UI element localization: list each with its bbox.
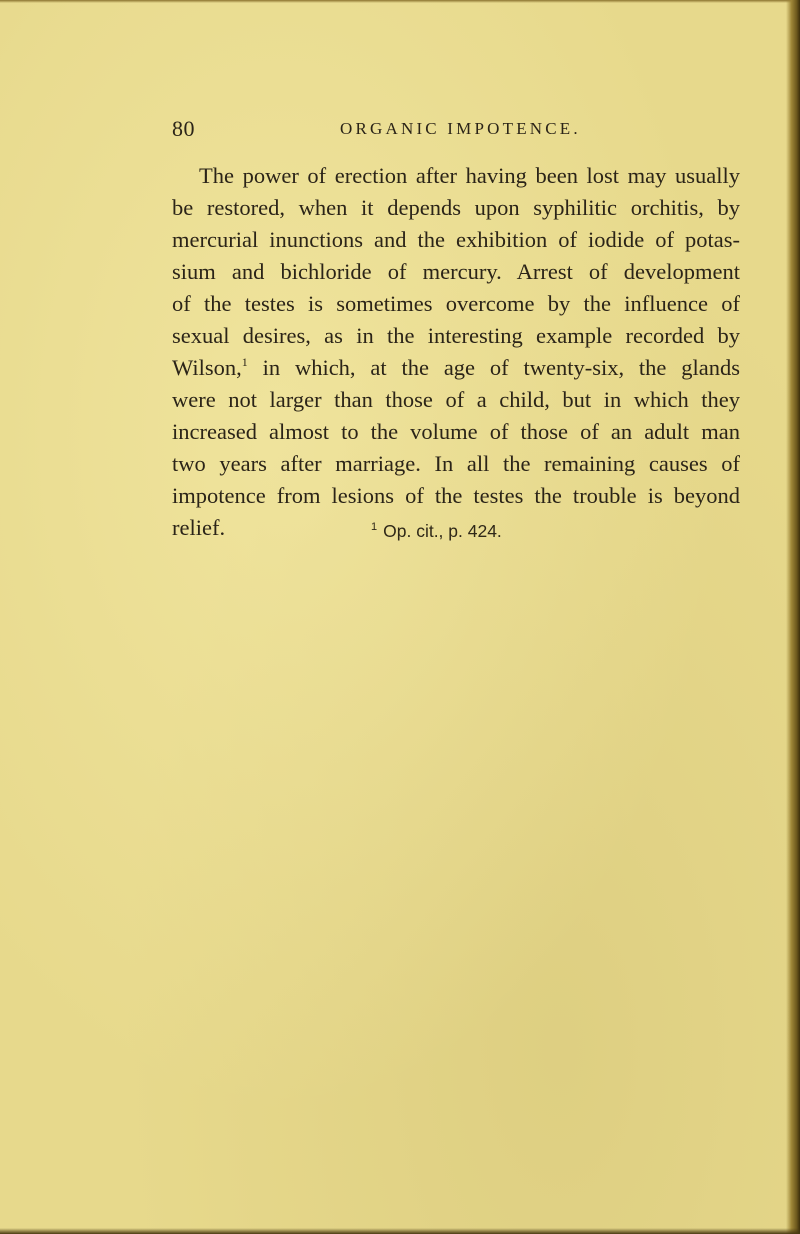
page-top-edge xyxy=(0,0,800,3)
footnote xyxy=(371,521,502,542)
body-paragraph xyxy=(172,160,740,544)
text-line: of the testes is sometimes overcome by the influence of xyxy=(172,291,740,316)
page-right-edge xyxy=(786,0,800,1234)
footnote-reference: 1 xyxy=(241,355,248,369)
page-bottom-edge xyxy=(0,1228,800,1234)
text-line: sium and bichloride of mercury. Arrest of development xyxy=(172,259,740,284)
text-line: mercurial inunctions and the exhibition of iodide of potas- xyxy=(172,227,740,252)
text-line: sexual desires, as in the interesting example recorded by xyxy=(172,323,740,348)
running-title: ORGANIC IMPOTENCE. xyxy=(340,119,581,138)
page-number: 80 xyxy=(172,116,195,141)
text-line: were not larger than those of a child, but in which they xyxy=(172,387,740,412)
text-line xyxy=(172,352,740,384)
footnote-text: Op. cit., p. 424. xyxy=(383,521,502,541)
footnote-marker: 1 xyxy=(371,521,378,533)
citation-name: Wilson, xyxy=(172,355,242,380)
text-line: The power of erection after having been lost may usually xyxy=(199,163,740,188)
text-line: relief. xyxy=(172,515,226,540)
text-line-rest: in which, at the age of twenty-six, the glands xyxy=(262,355,741,380)
text-line: increased almost to the volume of those of an adult man xyxy=(172,419,740,444)
text-line: be restored, when it depends upon syphilitic orchitis, by xyxy=(172,195,740,220)
text-line: two years after marriage. In all the remaining causes of xyxy=(172,451,740,476)
text-line: impotence from lesions of the testes the trouble is beyond xyxy=(172,483,740,508)
running-head xyxy=(172,116,732,146)
